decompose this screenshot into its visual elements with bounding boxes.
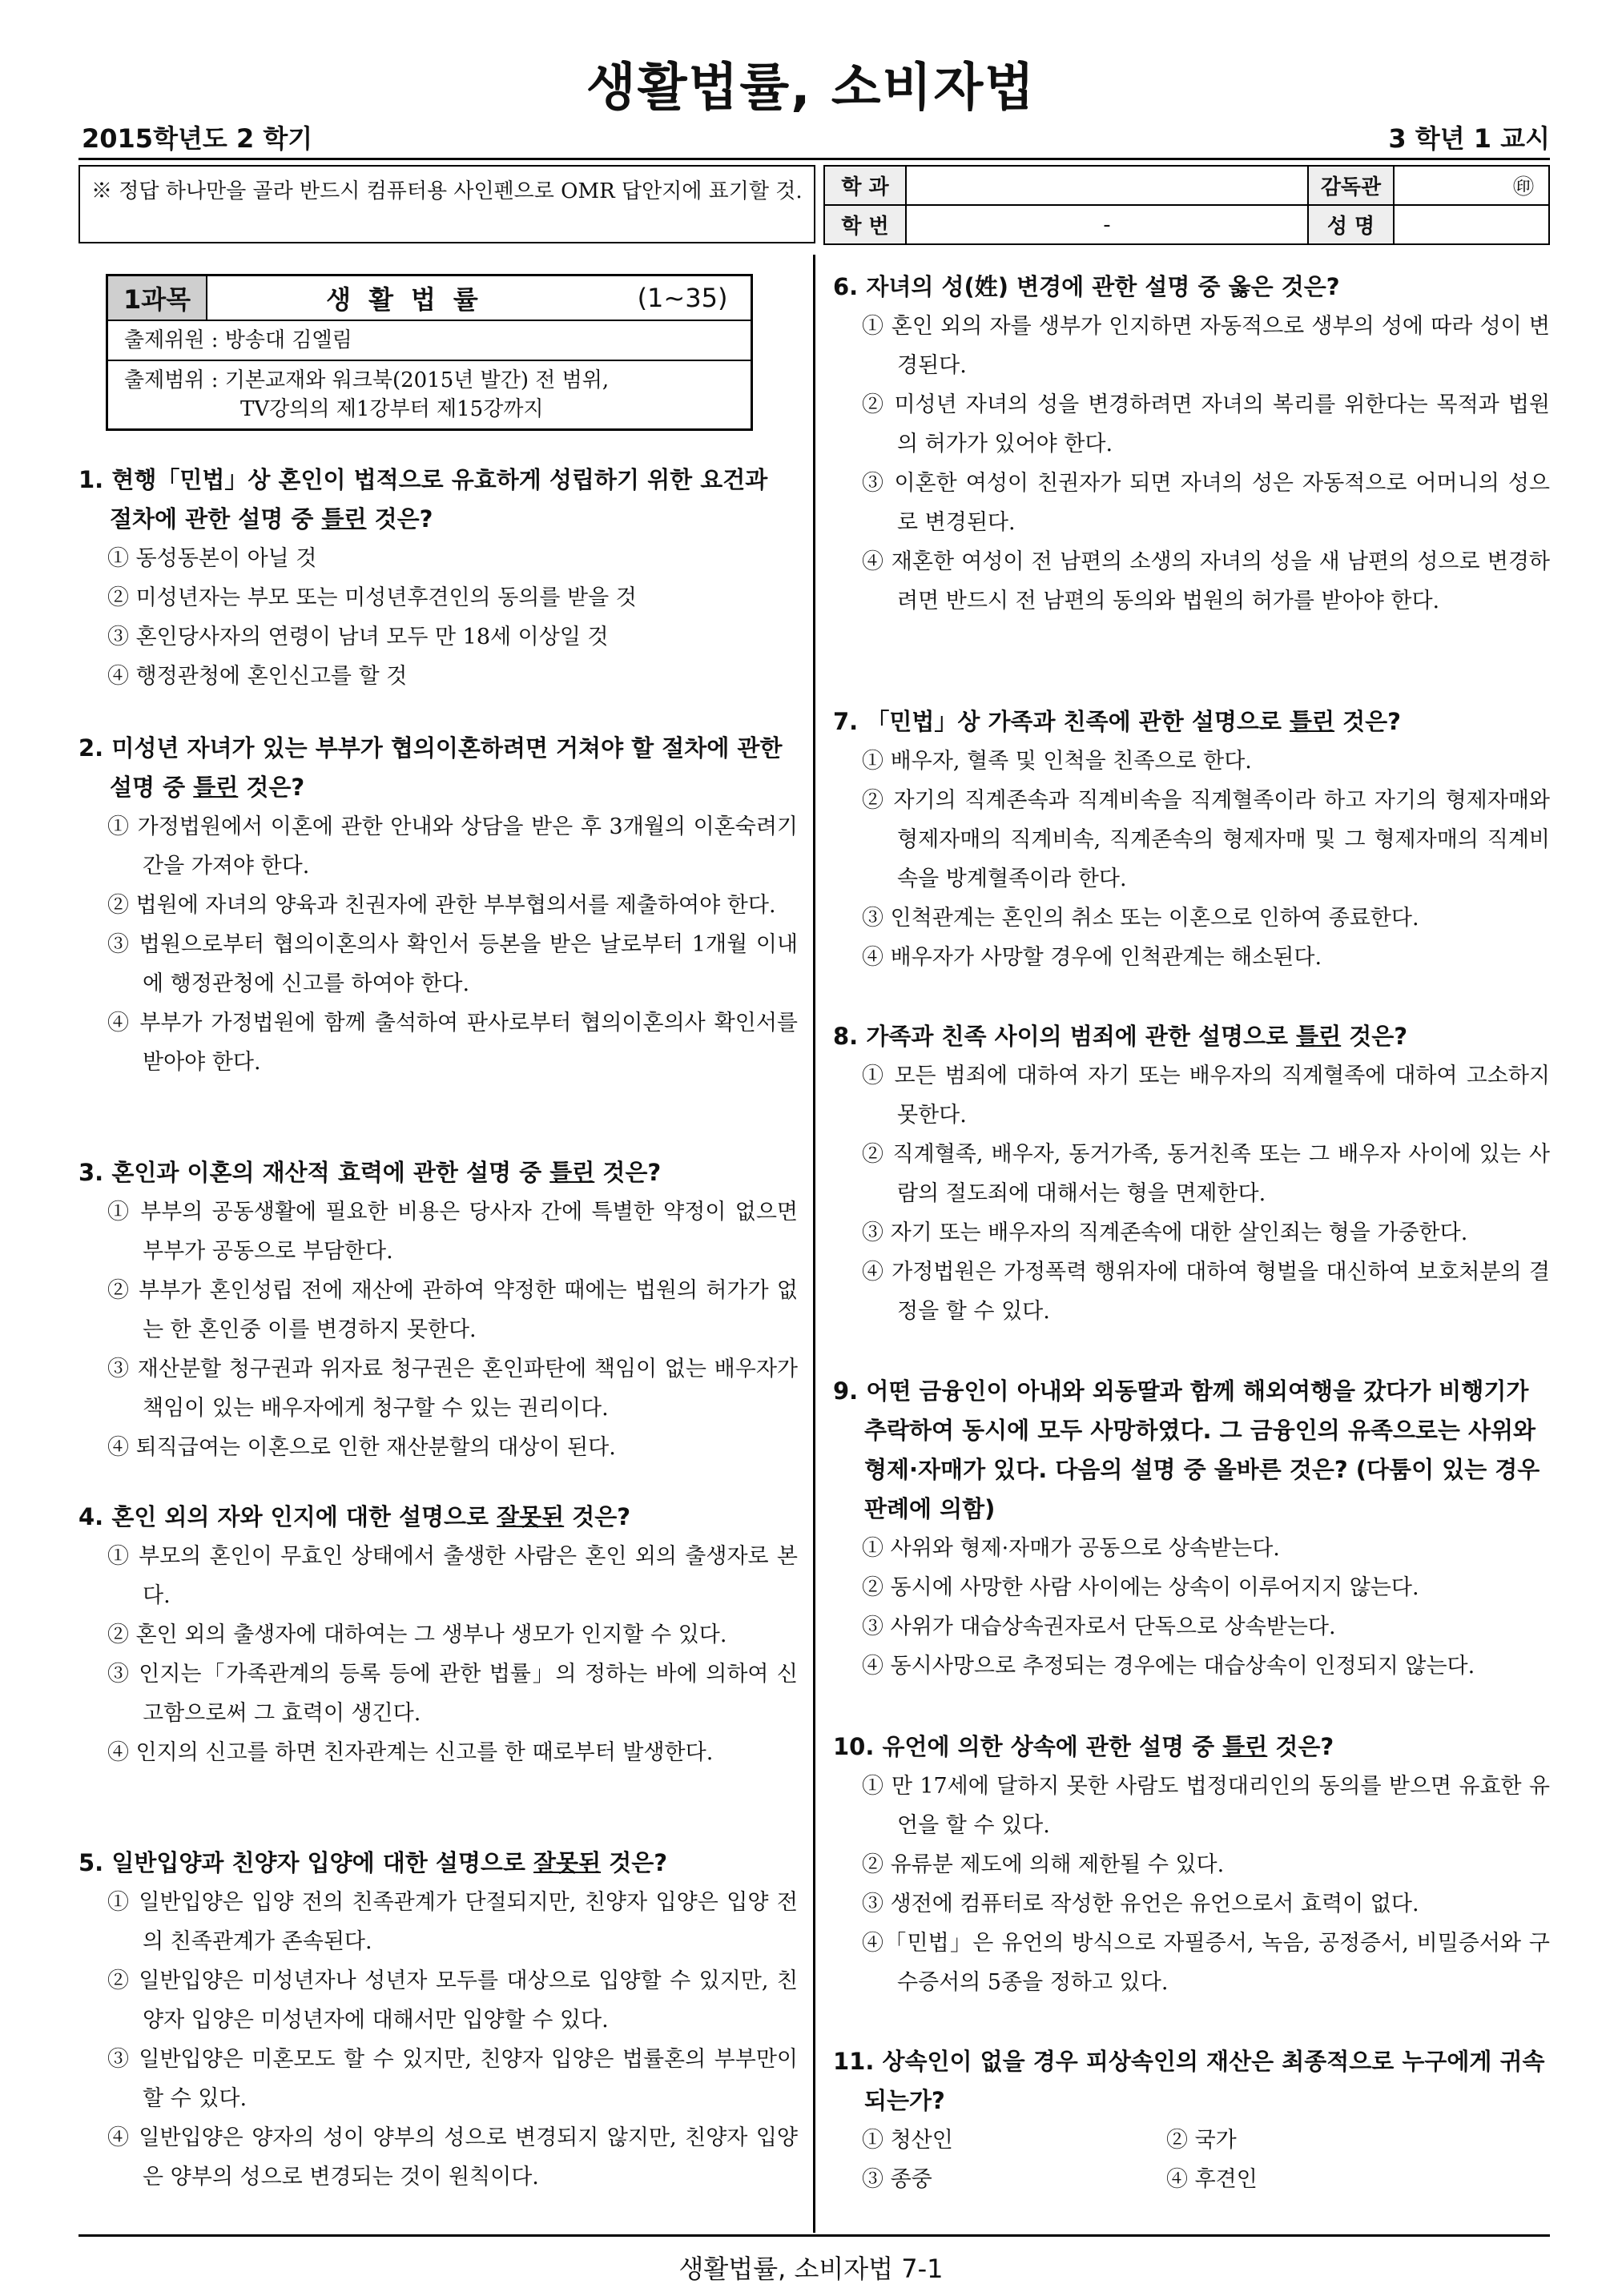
header-rule — [78, 158, 1550, 160]
question-stem: 11. 상속인이 없을 경우 피상속인의 재산은 최종적으로 누구에게 귀속되는가? — [833, 2048, 1545, 2114]
question-5 — [78, 1844, 798, 2197]
answer-option[interactable]: ④ 퇴직급여는 이혼으로 인한 재산분할의 대상이 된다. — [107, 1435, 616, 1460]
subject-author: 출제위원 : 방송대 김엘림 — [108, 321, 751, 361]
question-8 — [833, 1017, 1550, 1331]
dept-label: 학 과 — [824, 166, 906, 205]
answer-option[interactable]: ③ 자기 또는 배우자의 직계존속에 대한 살인죄는 형을 가중한다. — [862, 1220, 1468, 1245]
answer-option[interactable]: ① 모든 범죄에 대하여 자기 또는 배우자의 직계혈족에 대하여 고소하지 못한다. — [862, 1064, 1550, 1128]
footer-rule — [78, 2234, 1550, 2237]
answer-option[interactable]: ④ 부부가 가정법원에 함께 출석하여 판사로부터 협의이혼의사 확인서를 받아야 한다. — [107, 1011, 798, 1075]
answer-option[interactable]: ② 법원에 자녀의 양육과 친권자에 관한 부부협의서를 제출하여야 한다. — [107, 893, 776, 918]
answer-option[interactable]: ① 혼인 외의 자를 생부가 인지하면 자동적으로 생부의 성에 따라 성이 변경된다. — [862, 314, 1550, 378]
name-field[interactable] — [1394, 205, 1549, 244]
answer-option[interactable]: ③ 일반입양은 미혼모도 할 수 있지만, 친양자 입양은 법률혼의 부부만이 할 수 있다. — [107, 2047, 798, 2111]
instruction-box: ※ 정답 하나만을 골라 반드시 컴퓨터용 사인펜으로 OMR 답안지에 표기할 것. — [78, 165, 815, 243]
answer-option[interactable]: ③ 생전에 컴퓨터로 작성한 유언은 유언으로서 효력이 없다. — [862, 1892, 1419, 1916]
answer-option[interactable]: ③ 인척관계는 혼인의 취소 또는 이혼으로 인하여 종료한다. — [862, 906, 1419, 931]
answer-option[interactable]: ④ 후견인 — [1166, 2167, 1258, 2192]
exam-title: 생활법률, 소비자법 — [586, 58, 1036, 118]
answer-option[interactable]: ③ 혼인당사자의 연령이 남녀 모두 만 18세 이상일 것 — [107, 625, 609, 649]
semester-label: 2015학년도 2 학기 — [82, 123, 313, 154]
proctor-label: 감독관 — [1308, 166, 1394, 205]
answer-option[interactable]: ④「민법」은 유언의 방식으로 자필증서, 녹음, 공정증서, 비밀증서와 구수증서의 5종을 정하고 있다. — [862, 1931, 1550, 1995]
question-stem: 8. 가족과 친족 사이의 범죄에 관한 설명으로 틀린 것은? — [833, 1023, 1408, 1050]
answer-option[interactable]: ① 가정법원에서 이혼에 관한 안내와 상담을 받은 후 3개월의 이혼숙려기간을 가져야 한다. — [107, 814, 798, 879]
name-label: 성 명 — [1308, 205, 1394, 244]
answer-option[interactable]: ① 배우자, 혈족 및 인척을 친족으로 한다. — [862, 749, 1252, 774]
question-11 — [833, 2042, 1550, 2199]
answer-option[interactable]: ① 부부의 공동생활에 필요한 비용은 당사자 간에 특별한 약정이 없으면 부부가 공동으로 부담한다. — [107, 1200, 798, 1264]
answer-option[interactable]: ① 동성동본이 아닐 것 — [107, 546, 317, 571]
subject-number: 1과목 — [108, 276, 207, 320]
question-7 — [833, 702, 1550, 977]
answer-option[interactable]: ② 혼인 외의 출생자에 대하여는 그 생부나 생모가 인지할 수 있다. — [107, 1622, 727, 1647]
answer-option[interactable]: ② 자기의 직계존속과 직계비속을 직계혈족이라 하고 자기의 형제자매와 형제자매의 직계비속, 직계존속의 형제자매 및 그 형제자매의 직계비속을 방계혈족이라 한다. — [862, 788, 1550, 891]
answer-option[interactable]: ③ 이혼한 여성이 친권자가 되면 자녀의 성은 자동적으로 어머니의 성으로 변경된다. — [862, 471, 1550, 535]
student-info-table — [823, 165, 1550, 245]
question-stem: 2. 미성년 자녀가 있는 부부가 협의이혼하려면 거쳐야 할 절차에 관한 설명 중 틀린 것은? — [78, 734, 783, 801]
answer-option[interactable]: ② 직계혈족, 배우자, 동거가족, 동거친족 또는 그 배우자 사이에 있는 사람의 절도죄에 대해서는 형을 면제한다. — [862, 1142, 1550, 1206]
question-1 — [78, 460, 798, 696]
answer-option[interactable]: ① 사위와 형제·자매가 공동으로 상속받는다. — [862, 1536, 1280, 1561]
subject-range: (1~35) — [637, 283, 728, 313]
student-no-label: 학 번 — [824, 205, 906, 244]
question-stem: 10. 유언에 의한 상속에 관한 설명 중 틀린 것은? — [833, 1733, 1334, 1760]
subject-box — [106, 274, 753, 431]
student-no-field[interactable]: - — [906, 205, 1308, 244]
answer-option[interactable]: ① 만 17세에 달하지 못한 사람도 법정대리인의 동의를 받으면 유효한 유언을 할 수 있다. — [862, 1774, 1550, 1838]
question-stem: 4. 혼인 외의 자와 인지에 대한 설명으로 잘못된 것은? — [78, 1503, 631, 1530]
question-stem: 6. 자녀의 성(姓) 변경에 관한 설명 중 옳은 것은? — [833, 273, 1340, 300]
question-6 — [833, 267, 1550, 621]
question-stem: 1. 현행「민법」상 혼인이 법적으로 유효하게 성립하기 위한 요건과 절차에 관한 설명 중 틀린 것은? — [78, 466, 768, 533]
question-stem: 7. 「민법」상 가족과 친족에 관한 설명으로 틀린 것은? — [833, 708, 1401, 735]
question-2 — [78, 729, 798, 1082]
subject-name: 생활법률 — [326, 284, 496, 315]
question-stem: 5. 일반입양과 친양자 입양에 대한 설명으로 잘못된 것은? — [78, 1849, 668, 1876]
dept-field[interactable] — [906, 166, 1308, 205]
question-10 — [833, 1727, 1550, 2002]
answer-option[interactable]: ③ 재산분할 청구권과 위자료 청구권은 혼인파탄에 책임이 없는 배우자가 책임이 있는 배우자에게 청구할 수 있는 권리이다. — [107, 1357, 798, 1421]
answer-option[interactable]: ③ 인지는「가족관계의 등록 등에 관한 법률」의 정하는 바에 의하여 신고함으로써 그 효력이 생긴다. — [107, 1662, 798, 1726]
answer-option[interactable]: ④ 가정법원은 가정폭력 행위자에 대하여 형벌을 대신하여 보호처분의 결정을 할 수 있다. — [862, 1260, 1550, 1324]
answer-option[interactable]: ② 국가 — [1166, 2128, 1237, 2153]
question-3 — [78, 1153, 798, 1467]
answer-option[interactable]: ② 미성년 자녀의 성을 변경하려면 자녀의 복리를 위한다는 목적과 법원의 허가가 있어야 한다. — [862, 392, 1550, 456]
answer-option[interactable]: ① 일반입양은 입양 전의 친족관계가 단절되지만, 친양자 입양은 입양 전의 친족관계가 존속된다. — [107, 1890, 798, 1954]
answer-option[interactable]: ④ 재혼한 여성이 전 남편의 소생의 자녀의 성을 새 남편의 성으로 변경하려면 반드시 전 남편의 동의와 법원의 허가를 받아야 한다. — [862, 549, 1550, 613]
answer-option[interactable]: ③ 사위가 대습상속권자로서 단독으로 상속받는다. — [862, 1614, 1336, 1639]
column-divider — [813, 255, 815, 2233]
answer-option[interactable]: ② 유류분 제도에 의해 제한될 수 있다. — [862, 1852, 1225, 1877]
answer-option[interactable]: ① 부모의 혼인이 무효인 상태에서 출생한 사람은 혼인 외의 출생자로 본다. — [107, 1544, 798, 1608]
proctor-seal: ㊞ — [1394, 166, 1549, 205]
answer-option[interactable]: ④ 행정관청에 혼인신고를 할 것 — [107, 664, 408, 689]
question-stem: 9. 어떤 금융인이 아내와 외동딸과 함께 해외여행을 갔다가 비행기가 추락하여 동시에 모두 사망하였다. 그 금융인의 유족으로는 사위와 형제·자매가 있다. 다음의 설명 중 올바른 것은? (다툼이 있는 경우 판례에 의함) — [833, 1377, 1540, 1522]
answer-option[interactable]: ② 동시에 사망한 사람 사이에는 상속이 이루어지지 않는다. — [862, 1575, 1419, 1600]
question-9 — [833, 1372, 1550, 1686]
subject-scope-line2: TV강의의 제1강부터 제15강까지 — [240, 397, 544, 421]
answer-option[interactable]: ④ 인지의 신고를 하면 친자관계는 신고를 한 때로부터 발생한다. — [107, 1740, 714, 1765]
subject-scope-line1: 출제범위 : 기본교재와 워크북(2015년 발간) 전 범위, — [124, 368, 610, 392]
answer-option[interactable]: ① 청산인 — [862, 2128, 953, 2153]
answer-option[interactable]: ④ 동시사망으로 추정되는 경우에는 대습상속이 인정되지 않는다. — [862, 1654, 1475, 1679]
answer-option[interactable]: ② 부부가 혼인성립 전에 재산에 관하여 약정한 때에는 법원의 허가가 없는 한 혼인중 이를 변경하지 못한다. — [107, 1278, 798, 1342]
page-footer: 생활법률, 소비자법 7-1 — [678, 2254, 944, 2284]
grade-period-label: 3 학년 1 교시 — [1388, 123, 1550, 154]
answer-option[interactable]: ④ 배우자가 사망할 경우에 인척관계는 해소된다. — [862, 945, 1322, 970]
answer-option[interactable]: ② 미성년자는 부모 또는 미성년후견인의 동의를 받을 것 — [107, 585, 637, 610]
question-stem: 3. 혼인과 이혼의 재산적 효력에 관한 설명 중 틀린 것은? — [78, 1159, 662, 1186]
answer-option[interactable]: ② 일반입양은 미성년자나 성년자 모두를 대상으로 입양할 수 있지만, 친양자 입양은 미성년자에 대해서만 입양할 수 있다. — [107, 1968, 798, 2033]
answer-option[interactable]: ③ 법원으로부터 협의이혼의사 확인서 등본을 받은 날로부터 1개월 이내에 행정관청에 신고를 하여야 한다. — [107, 932, 798, 996]
answer-option[interactable]: ③ 종중 — [862, 2167, 932, 2192]
answer-option[interactable]: ④ 일반입양은 양자의 성이 양부의 성으로 변경되지 않지만, 친양자 입양은 양부의 성으로 변경되는 것이 원칙이다. — [107, 2125, 798, 2189]
question-4 — [78, 1498, 798, 1772]
